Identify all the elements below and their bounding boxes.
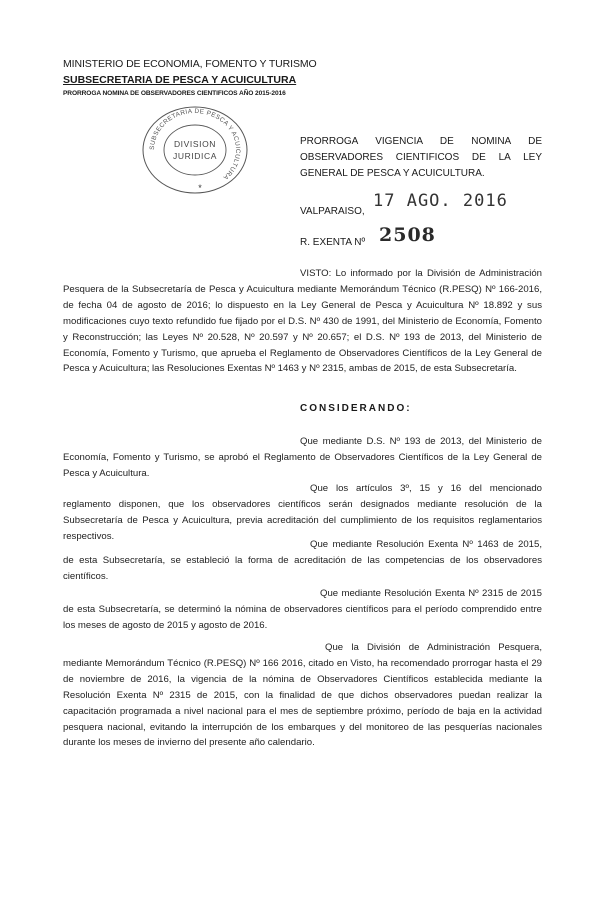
document-date: 17 AGO. 2016 <box>373 191 508 211</box>
considerando-heading: CONSIDERANDO: <box>300 403 412 414</box>
considerando-item-3: Que mediante Resolución Exenta Nº 1463 de 2015, de esta Subsecretaría, se estableció la forma de acreditación de las competencias de los observadores científicos. <box>63 539 542 582</box>
place-label: VALPARAISO, <box>300 206 365 217</box>
stamp-line-division: DIVISION <box>173 139 217 149</box>
considerando-item-5: Que la División de Administración Pesquera, mediante Memorándum Técnico (R.PESQ) Nº 166 2016, citado en Visto, ha recomendado prorrogar hasta el 29 de noviembre de 2016, la vigencia de la nómina de Observadores Científicos establecida mediante la Resolución Exenta Nº 2315 de 2015, con la finalidad de que dichos observadores puedan realizar la capacitación programada a nivel nacional para el mes de septiembre próximo, período de baja en la actividad pesquera nacional, evitando la interrupción de los embarques y del monitoreo de las pesquerías nacionales durante los meses de invierno del presente año calendario. <box>63 642 542 749</box>
ministry-name: MINISTERIO DE ECONOMIA, FOMENTO Y TURISMO <box>63 58 317 70</box>
resolution-label: R. EXENTA Nº <box>300 237 366 248</box>
subsecretaria-name: SUBSECRETARIA DE PESCA Y ACUICULTURA <box>63 74 297 86</box>
resolution-number: 2508 <box>379 224 436 246</box>
considerando-item-2: Que los artículos 3º, 15 y 16 del mencionado reglamento disponen, que los observadores científicos serán designados mediante resolución de la Subsecretaría de Pesca y Acuicultura, previa acreditación del cumplimiento de los requisitos reglamentarios respectivos. <box>63 483 542 542</box>
division-juridica-stamp <box>140 105 250 195</box>
document-subject: PRORROGA VIGENCIA DE NOMINA DE OBSERVADORES CIENTIFICOS DE LA LEY GENERAL DE PESCA Y ACUICULTURA. <box>300 136 542 179</box>
considerando-item-4: Que mediante Resolución Exenta Nº 2315 de 2015 de esta Subsecretaría, se determinó la nómina de observadores científicos para el período comprendido entre los meses de agosto de 2015 y agosto de 2016. <box>63 588 542 631</box>
considerando-item-1: Que mediante D.S. Nº 193 de 2013, del Ministerio de Economía, Fomento y Turismo, se aprobó el Reglamento de Observadores Científicos de la Ley General de Pesca y Acuicultura. <box>63 436 542 479</box>
document-reference: PRORROGA NOMINA DE OBSERVADORES CIENTIFICOS AÑO 2015-2016 <box>63 90 286 97</box>
stamp-star-icon: * <box>198 183 202 193</box>
visto-paragraph: VISTO: Lo informado por la División de Administración Pesquera de la Subsecretaría de Pesca y Acuicultura mediante Memorándum Técnico (R.PESQ) Nº 166-2016, de fecha 04 de agosto de 2016; lo dispuesto en la Ley General de Pesca y Acuicultura Nº 18.892 y sus modificaciones cuyo texto refundido fue fijado por el D.S. Nº 430 de 1991, del Ministerio de Economía, Fomento y Reconstrucción; las Leyes Nº 20.528, Nº 20.597 y Nº 20.657; el D.S. Nº 193 de 2013, del Ministerio de Economía, Fomento y Turismo, que aprueba el Reglamento de Observadores Científicos de la Ley General de Pesca y Acuicultura; las Resoluciones Exentas Nº 1463 y Nº 2315, ambas de 2015, de esta Subsecretaría. <box>63 268 542 375</box>
stamp-line-juridica: JURIDICA <box>173 151 217 161</box>
stamp-ring-text: SUBSECRETARIA DE PESCA Y ACUICULTURA <box>148 107 242 181</box>
